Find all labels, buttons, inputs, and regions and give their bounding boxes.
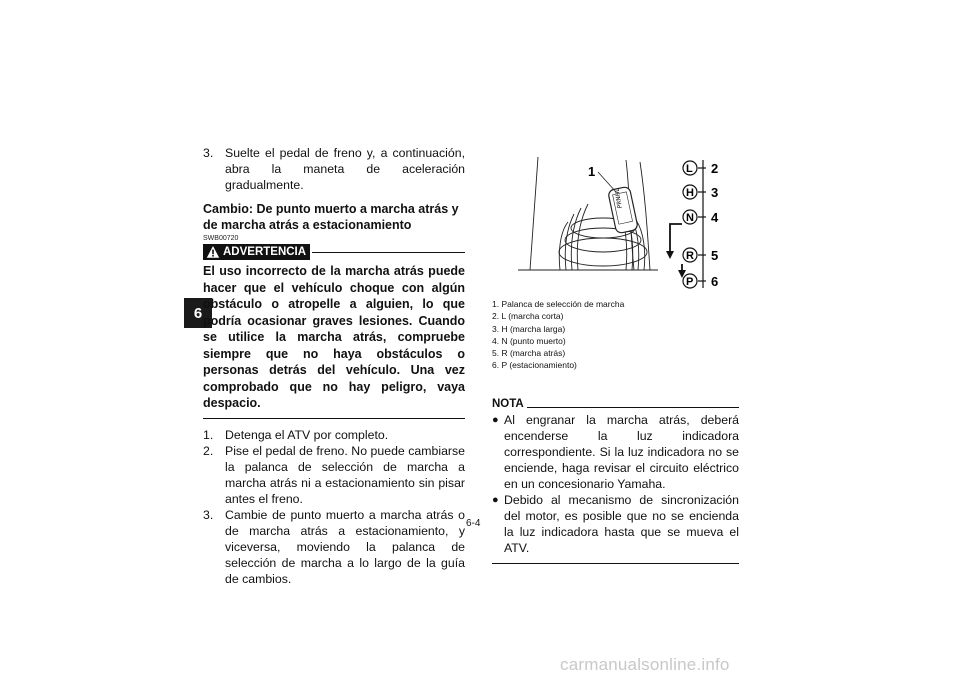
warning-end-rule bbox=[203, 418, 465, 419]
page-number: 6-4 bbox=[466, 518, 481, 529]
gear-callout: 2 bbox=[711, 161, 719, 176]
watermark: carmanualsonline.info bbox=[560, 655, 730, 674]
warning-header-rule bbox=[312, 252, 465, 253]
nota-bullet-text: Al engranar la marcha atrás, deberá encenderse la luz indicadora correspondiente. Si la luz indicadora no se enciende, haga revisar el circuito eléctrico en un concesionario Yamaha. bbox=[504, 413, 739, 491]
section-tab: 6 bbox=[184, 298, 212, 328]
gear-callout: 5 bbox=[711, 248, 719, 263]
warning-code: SWB00720 bbox=[203, 235, 239, 242]
nota-block bbox=[492, 396, 739, 564]
nota-bullet bbox=[492, 492, 739, 556]
caption-item: 3. H (marcha larga) bbox=[492, 323, 566, 334]
steps-list bbox=[203, 427, 465, 587]
nota-label: NOTA bbox=[492, 398, 524, 410]
svg-text:PRNHL: PRNHL bbox=[613, 187, 624, 209]
gear-letter: H bbox=[686, 187, 694, 199]
step-3-intro bbox=[203, 145, 465, 193]
warning-badge bbox=[203, 244, 310, 260]
bullet-icon: ● bbox=[492, 494, 499, 506]
nota-header bbox=[492, 396, 739, 412]
gear-callout: 6 bbox=[711, 274, 719, 289]
caption-item: 2. L (marcha corta) bbox=[492, 311, 564, 322]
step-item bbox=[203, 427, 465, 443]
step-item bbox=[203, 443, 465, 507]
step-text: Detenga el ATV por completo. bbox=[225, 427, 389, 442]
left-column bbox=[203, 145, 465, 587]
step-item bbox=[203, 507, 465, 587]
shift-arrow-icon bbox=[666, 224, 686, 278]
nota-end-rule bbox=[492, 563, 739, 564]
gear-letter: P bbox=[686, 276, 694, 288]
caption-item: 4. N (punto muerto) bbox=[492, 335, 566, 346]
nota-bullet bbox=[492, 412, 739, 492]
gear-callout: 4 bbox=[711, 210, 719, 225]
step-number: 3. bbox=[203, 507, 214, 522]
nota-bullet-text: Debido al mecanismo de sincronización del motor, es posible que no se encienda la luz indicadora hasta que se mueva el ATV. bbox=[504, 493, 739, 555]
step-number: 3. bbox=[203, 146, 214, 160]
caption-item: 5. R (marcha atrás) bbox=[492, 348, 566, 359]
step-number: 1. bbox=[203, 427, 214, 442]
section-heading: Cambio: De punto muerto a marcha atrás y de marcha atrás a estacionamiento bbox=[203, 202, 459, 232]
gear-letter: R bbox=[686, 250, 694, 262]
step-text: Cambie de punto muerto a marcha atrás o de marcha atrás a estacionamiento, y viceversa, moviendo la palanca de selección de marcha a lo largo de la guía de cambios. bbox=[225, 507, 465, 586]
gear-letter: N bbox=[686, 212, 694, 224]
warning-triangle-icon bbox=[206, 245, 220, 259]
step-number: 2. bbox=[203, 443, 214, 458]
bullet-icon: ● bbox=[492, 414, 499, 426]
figure-captions bbox=[492, 298, 624, 372]
step-text: Pise el pedal de freno. No puede cambiarse la palanca de selección de marcha a marcha atrás ni a estacionamiento sin pisar antes el freno. bbox=[225, 443, 465, 506]
gear-selector-illustration bbox=[508, 152, 748, 302]
warning-label: ADVERTENCIA bbox=[223, 246, 307, 258]
caption-item: 1. Palanca de selección de marcha bbox=[492, 299, 625, 309]
warning-text: El uso incorrecto de la marcha atrás puede hacer que el vehículo choque con algún obstáculo o atropelle a alguien, lo que podría ocasionar graves lesiones. Cuando se utilice la marcha atrás, compruebe siempre que no haya obstáculos o personas detrás del vehículo. Una vez comprobado que no hay peligro, vaya despacio. bbox=[203, 264, 465, 410]
step-text: Suelte el pedal de freno y, a continuación, abra la maneta de aceleración gradualmente. bbox=[225, 146, 465, 192]
gear-letter: L bbox=[686, 163, 693, 175]
caption-item: 6. P (estacionamiento) bbox=[492, 360, 577, 371]
gear-callout: 3 bbox=[711, 185, 719, 200]
nota-header-rule bbox=[527, 407, 739, 408]
warning-header bbox=[203, 244, 465, 260]
figure-callout: 1 bbox=[588, 164, 596, 179]
